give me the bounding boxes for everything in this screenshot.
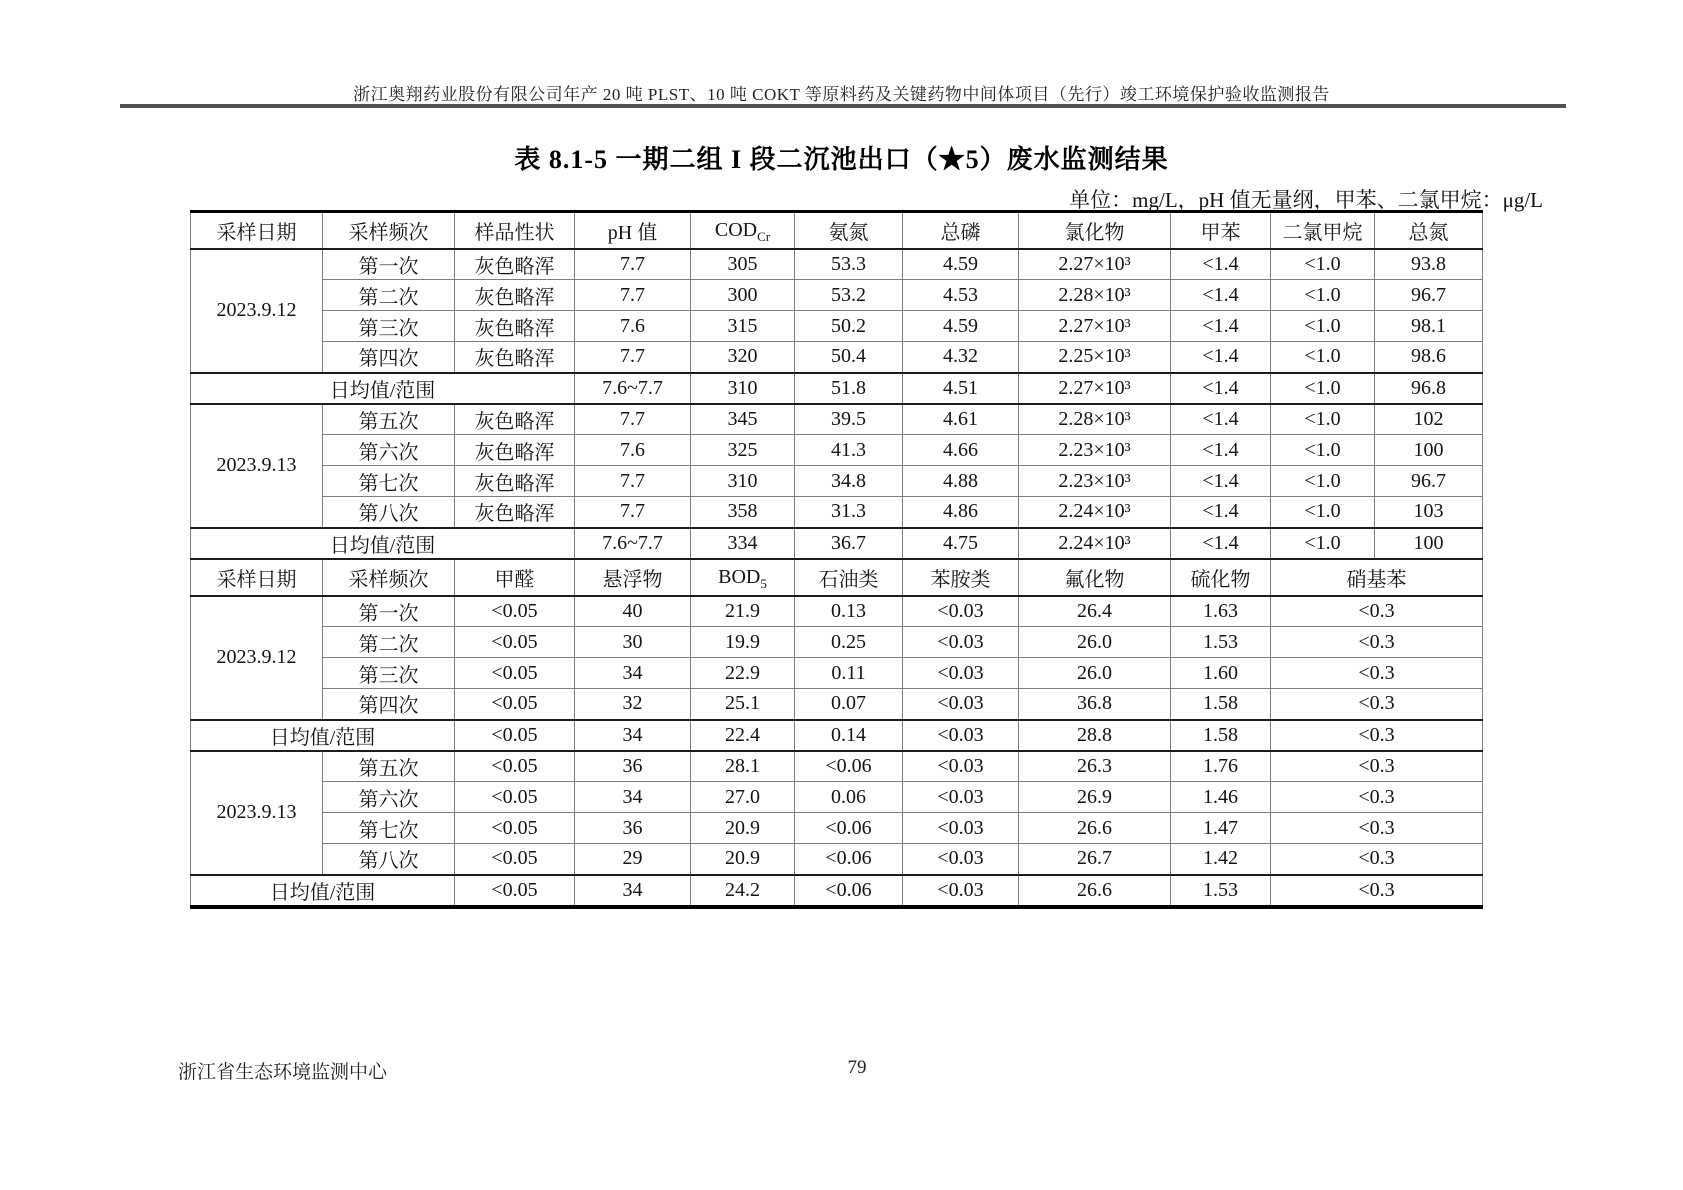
table-cell: <1.0 (1271, 249, 1375, 280)
column-header: 硝基苯 (1271, 559, 1483, 596)
table-cell: 27.0 (691, 782, 795, 813)
table-row (191, 782, 1483, 813)
table-cell: 26.7 (1019, 844, 1171, 875)
report-header: 浙江奥翔药业股份有限公司年产 20 吨 PLST、10 吨 COKT 等原料药及关键药物中间体项目（先行）竣工环境保护验收监测报告 (353, 85, 1330, 104)
table-cell: <0.03 (903, 720, 1019, 751)
table-cell: 2.23×10³ (1019, 466, 1171, 497)
table-cell: 0.11 (795, 658, 903, 689)
column-header: 石油类 (795, 559, 903, 596)
table-cell: 第六次 (323, 782, 455, 813)
table-cell: <0.03 (903, 782, 1019, 813)
table-cell: 100 (1375, 435, 1483, 466)
column-header: 氨氮 (795, 212, 903, 249)
table-cell: 灰色略浑 (455, 435, 575, 466)
column-header: 氯化物 (1019, 212, 1171, 249)
table-cell: 41.3 (795, 435, 903, 466)
table-cell: 日均值/范围 (191, 528, 575, 559)
table-cell: 22.9 (691, 658, 795, 689)
table-cell: <0.06 (795, 844, 903, 875)
table-cell: 日均值/范围 (191, 875, 455, 907)
table-cell: <0.06 (795, 751, 903, 782)
table-cell: 2023.9.13 (191, 404, 323, 528)
table-header-row (191, 559, 1483, 596)
table-cell: 4.66 (903, 435, 1019, 466)
column-header: 样品性状 (455, 212, 575, 249)
table-cell: 325 (691, 435, 795, 466)
table-cell: 4.88 (903, 466, 1019, 497)
table-cell: 320 (691, 342, 795, 373)
table-row (191, 249, 1483, 280)
table-cell: <0.3 (1271, 596, 1483, 627)
table-cell: <0.05 (455, 720, 575, 751)
column-header: 苯胺类 (903, 559, 1019, 596)
column-header: $COD_{Cr}$ (691, 212, 795, 249)
table-cell: 36 (575, 813, 691, 844)
table-cell: 32 (575, 689, 691, 720)
table-cell: 2.28×10³ (1019, 404, 1171, 435)
footer-organization: 浙江省生态环境监测中心 (178, 1062, 388, 1083)
table-cell: <0.05 (455, 875, 575, 907)
table-cell: <0.05 (455, 751, 575, 782)
table-cell: <1.4 (1171, 311, 1271, 342)
table-cell: <0.03 (903, 596, 1019, 627)
table-row (191, 342, 1483, 373)
table-cell: 34 (575, 782, 691, 813)
table-cell: 日均值/范围 (191, 720, 455, 751)
table-cell: 7.7 (575, 497, 691, 528)
table-cell: 4.59 (903, 311, 1019, 342)
table-row (191, 435, 1483, 466)
table-cell: 7.6 (575, 311, 691, 342)
table-cell: 103 (1375, 497, 1483, 528)
table-cell: 28.8 (1019, 720, 1171, 751)
table-cell: <0.03 (903, 658, 1019, 689)
table-cell: <0.05 (455, 813, 575, 844)
table-cell: <1.4 (1171, 497, 1271, 528)
table-cell: <1.0 (1271, 528, 1375, 559)
table-cell: 第八次 (323, 497, 455, 528)
table-cell: <0.03 (903, 751, 1019, 782)
table-cell: <1.4 (1171, 280, 1271, 311)
table-cell: <0.03 (903, 813, 1019, 844)
table-cell: 21.9 (691, 596, 795, 627)
table-row (191, 658, 1483, 689)
column-header: $BOD_5$ (691, 559, 795, 596)
table-cell: 26.6 (1019, 813, 1171, 844)
table-row (191, 497, 1483, 528)
table-cell: 31.3 (795, 497, 903, 528)
table-row (191, 466, 1483, 497)
table-cell: <0.06 (795, 813, 903, 844)
table-cell: 1.42 (1171, 844, 1271, 875)
table-cell: 灰色略浑 (455, 249, 575, 280)
table-cell: 2023.9.12 (191, 596, 323, 720)
table-cell: 1.46 (1171, 782, 1271, 813)
table-cell: 24.2 (691, 875, 795, 907)
table-cell: 98.1 (1375, 311, 1483, 342)
table-cell: 7.7 (575, 466, 691, 497)
table-cell: <0.05 (455, 658, 575, 689)
table-cell: 51.8 (795, 373, 903, 404)
table-cell: <0.03 (903, 844, 1019, 875)
table-cell: 2023.9.13 (191, 751, 323, 875)
table-row (191, 528, 1483, 559)
table-row (191, 875, 1483, 907)
table-cell: 第五次 (323, 404, 455, 435)
table-cell: <0.3 (1271, 689, 1483, 720)
table-cell: 34 (575, 875, 691, 907)
table-cell: 26.3 (1019, 751, 1171, 782)
table-cell: 26.0 (1019, 627, 1171, 658)
table-cell: 334 (691, 528, 795, 559)
column-header: 氟化物 (1019, 559, 1171, 596)
table-cell: 19.9 (691, 627, 795, 658)
table-cell: 2.23×10³ (1019, 435, 1171, 466)
table-cell: 第二次 (323, 280, 455, 311)
table-cell: 34 (575, 720, 691, 751)
table-cell: 53.3 (795, 249, 903, 280)
table-cell: 4.53 (903, 280, 1019, 311)
column-header: pH 值 (575, 212, 691, 249)
column-header: 甲醛 (455, 559, 575, 596)
table-cell: 2.28×10³ (1019, 280, 1171, 311)
table-cell: 第一次 (323, 596, 455, 627)
table-cell: 7.7 (575, 280, 691, 311)
table-cell: 102 (1375, 404, 1483, 435)
table-row (191, 404, 1483, 435)
table-cell: 310 (691, 466, 795, 497)
table-cell: 0.07 (795, 689, 903, 720)
table-cell: 1.53 (1171, 627, 1271, 658)
table-cell: <1.0 (1271, 373, 1375, 404)
table-cell: 20.9 (691, 844, 795, 875)
table-cell: 7.6~7.7 (575, 373, 691, 404)
table-cell: 26.6 (1019, 875, 1171, 907)
table-cell: 7.7 (575, 342, 691, 373)
table-cell: 2.27×10³ (1019, 311, 1171, 342)
table-cell: <0.06 (795, 875, 903, 907)
table-cell: <1.0 (1271, 466, 1375, 497)
table-cell: 2.27×10³ (1019, 373, 1171, 404)
unit-note: 单位：mg/L，pH 值无量纲，甲苯、二氯甲烷：μg/L (1069, 188, 1543, 212)
table-row (191, 280, 1483, 311)
table-cell: <0.3 (1271, 627, 1483, 658)
table-row (191, 751, 1483, 782)
page-number: 79 (847, 1057, 867, 1078)
table-cell: <1.0 (1271, 342, 1375, 373)
table-cell: 20.9 (691, 813, 795, 844)
table-cell: 灰色略浑 (455, 280, 575, 311)
table-cell: <0.03 (903, 627, 1019, 658)
table-cell: 灰色略浑 (455, 311, 575, 342)
table-cell: 7.7 (575, 404, 691, 435)
table-cell: 7.6~7.7 (575, 528, 691, 559)
table-cell: <1.4 (1171, 373, 1271, 404)
table-cell: 4.86 (903, 497, 1019, 528)
table-cell: 93.8 (1375, 249, 1483, 280)
table-cell: <0.3 (1271, 782, 1483, 813)
table-cell: 40 (575, 596, 691, 627)
table-cell: 第六次 (323, 435, 455, 466)
table-cell: 300 (691, 280, 795, 311)
table-cell: 36.8 (1019, 689, 1171, 720)
table-cell: 日均值/范围 (191, 373, 575, 404)
table-cell: 灰色略浑 (455, 342, 575, 373)
table-cell: 36.7 (795, 528, 903, 559)
table-cell: <1.4 (1171, 249, 1271, 280)
table-cell: 96.8 (1375, 373, 1483, 404)
table-cell: 29 (575, 844, 691, 875)
table-row (191, 813, 1483, 844)
table-cell: 第三次 (323, 658, 455, 689)
table-cell: 22.4 (691, 720, 795, 751)
table-cell: <1.0 (1271, 311, 1375, 342)
table-cell: <0.3 (1271, 813, 1483, 844)
table-cell: 1.63 (1171, 596, 1271, 627)
table-cell: <1.4 (1171, 435, 1271, 466)
table-cell: 0.25 (795, 627, 903, 658)
table-cell: 第二次 (323, 627, 455, 658)
table-cell: 4.59 (903, 249, 1019, 280)
table-cell: <0.05 (455, 596, 575, 627)
table-cell: <0.05 (455, 627, 575, 658)
table-cell: <0.03 (903, 875, 1019, 907)
table-row (191, 627, 1483, 658)
table-cell: 2.24×10³ (1019, 497, 1171, 528)
column-header: 采样频次 (323, 212, 455, 249)
column-header: 悬浮物 (575, 559, 691, 596)
table-cell: <0.03 (903, 689, 1019, 720)
table-cell: 2.27×10³ (1019, 249, 1171, 280)
table-cell: 310 (691, 373, 795, 404)
table-cell: <0.05 (455, 689, 575, 720)
column-header: 采样日期 (191, 212, 323, 249)
table-cell: 1.53 (1171, 875, 1271, 907)
table-cell: 4.61 (903, 404, 1019, 435)
table-cell: 第四次 (323, 689, 455, 720)
table-cell: 1.47 (1171, 813, 1271, 844)
table-title: 表 8.1-5 一期二组 I 段二沉池出口（★5）废水监测结果 (514, 145, 1169, 174)
table-cell: <0.3 (1271, 875, 1483, 907)
table-row (191, 373, 1483, 404)
table-cell: 25.1 (691, 689, 795, 720)
table-cell: 36 (575, 751, 691, 782)
table-cell: 第七次 (323, 466, 455, 497)
table-row (191, 311, 1483, 342)
table-cell: <1.4 (1171, 466, 1271, 497)
column-header: 硫化物 (1171, 559, 1271, 596)
table-cell: 第五次 (323, 751, 455, 782)
column-header: 甲苯 (1171, 212, 1271, 249)
table-cell: 4.75 (903, 528, 1019, 559)
table-cell: 358 (691, 497, 795, 528)
monitoring-results-table (190, 210, 1483, 909)
table-cell: 34 (575, 658, 691, 689)
column-header: 采样日期 (191, 559, 323, 596)
table-cell: 4.51 (903, 373, 1019, 404)
table-cell: 4.32 (903, 342, 1019, 373)
table-cell: 50.4 (795, 342, 903, 373)
table-cell: 2023.9.12 (191, 249, 323, 373)
table-header-row (191, 212, 1483, 249)
table-cell: 1.76 (1171, 751, 1271, 782)
table-cell: 7.7 (575, 249, 691, 280)
table-row (191, 720, 1483, 751)
header-divider (120, 104, 1566, 108)
table-cell: 50.2 (795, 311, 903, 342)
table-cell: 305 (691, 249, 795, 280)
table-cell: 2.24×10³ (1019, 528, 1171, 559)
table-cell: 53.2 (795, 280, 903, 311)
table-cell: <0.3 (1271, 844, 1483, 875)
table-cell: 2.25×10³ (1019, 342, 1171, 373)
table-cell: 26.0 (1019, 658, 1171, 689)
table-row (191, 596, 1483, 627)
table-cell: <1.0 (1271, 280, 1375, 311)
table-cell: 0.14 (795, 720, 903, 751)
table-cell: 26.9 (1019, 782, 1171, 813)
table-cell: <1.0 (1271, 435, 1375, 466)
table-row (191, 689, 1483, 720)
table-cell: <1.4 (1171, 342, 1271, 373)
table-cell: 96.7 (1375, 280, 1483, 311)
table-cell: <1.0 (1271, 404, 1375, 435)
table-cell: 1.58 (1171, 689, 1271, 720)
table-cell: 30 (575, 627, 691, 658)
table-cell: <0.05 (455, 844, 575, 875)
column-header: 二氯甲烷 (1271, 212, 1375, 249)
table-cell: 98.6 (1375, 342, 1483, 373)
table-cell: 灰色略浑 (455, 497, 575, 528)
table-cell: <1.4 (1171, 404, 1271, 435)
table-cell: 灰色略浑 (455, 404, 575, 435)
table-cell: <0.3 (1271, 751, 1483, 782)
table-cell: 灰色略浑 (455, 466, 575, 497)
table-cell: 第四次 (323, 342, 455, 373)
table-row (191, 844, 1483, 875)
column-header: 总氮 (1375, 212, 1483, 249)
table-cell: 39.5 (795, 404, 903, 435)
table-cell: <0.05 (455, 782, 575, 813)
table-cell: 0.13 (795, 596, 903, 627)
table-cell: 1.60 (1171, 658, 1271, 689)
table-cell: 第七次 (323, 813, 455, 844)
table-cell: 96.7 (1375, 466, 1483, 497)
table-cell: 第八次 (323, 844, 455, 875)
table-cell: 34.8 (795, 466, 903, 497)
column-header: 采样频次 (323, 559, 455, 596)
table-cell: <0.3 (1271, 658, 1483, 689)
table-cell: 1.58 (1171, 720, 1271, 751)
table-cell: 第一次 (323, 249, 455, 280)
table-cell: 28.1 (691, 751, 795, 782)
table-cell: 第三次 (323, 311, 455, 342)
table-cell: <0.3 (1271, 720, 1483, 751)
table-cell: 315 (691, 311, 795, 342)
table-cell: 26.4 (1019, 596, 1171, 627)
column-header: 总磷 (903, 212, 1019, 249)
table-cell: 100 (1375, 528, 1483, 559)
table-cell: 345 (691, 404, 795, 435)
table-cell: <1.4 (1171, 528, 1271, 559)
table-cell: 7.6 (575, 435, 691, 466)
table-cell: <1.0 (1271, 497, 1375, 528)
table-cell: 0.06 (795, 782, 903, 813)
